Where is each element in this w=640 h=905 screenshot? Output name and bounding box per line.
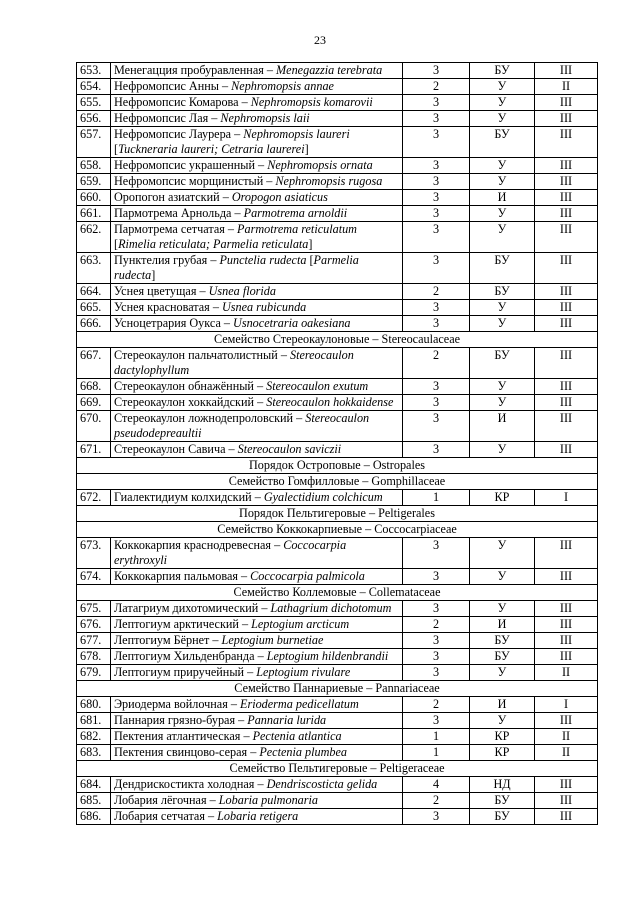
table-row [77,253,598,284]
priority-level: II [535,79,598,95]
category-number: 3 [403,538,470,569]
group-header-row [77,681,598,697]
latin-name: Stereocaulon exutum [266,379,369,393]
table-row [77,158,598,174]
latin-name: Stereocaulon dactylophyllum [114,348,354,377]
latin-name: Lobaria pulmonaria [218,793,318,807]
table-row [77,569,598,585]
status-code: У [470,222,535,253]
category-number: 3 [403,63,470,79]
species-name: Оропогон азиатский – Oropogon asiaticus [111,190,403,206]
russian-name: Стереокаулон Савича [114,442,226,456]
species-name: Стереокаулон обнажённый – Stereocaulon exutum [111,379,403,395]
category-number: 3 [403,316,470,332]
synonym-bracket: [ [114,142,119,156]
species-name: Нефромопсис Лаурера – Nephromopsis laureri [Tuckneraria laureri; Cetraria laurerei] [111,127,403,158]
group-header-row [77,522,598,538]
species-name: Лептогиум арктический – Leptogium arcticum [111,617,403,633]
status-code: У [470,316,535,332]
species-name: Лобария лёгочная – Lobaria pulmonaria [111,793,403,809]
status-code: БУ [470,284,535,300]
category-number: 2 [403,617,470,633]
latin-name: Stereocaulon pseudodepreaultii [114,411,370,440]
latin-name: Usnocetraria oakesiana [233,316,351,330]
synonym-bracket: [ [114,237,119,251]
status-code: У [470,713,535,729]
latin-name: Nephromopsis rugosa [275,174,383,188]
table-row [77,300,598,316]
species-name: Пармотрема сетчатая – Parmotrema reticulatum [Rimelia reticulata; Parmelia reticulata] [111,222,403,253]
russian-name: Оропогон азиатский [114,190,220,204]
group-header: Порядок Остроповые – Ostropales [77,458,598,474]
russian-name: Дендрискостикта холодная [114,777,255,791]
latin-name: Coccocarpia palmicola [250,569,365,583]
priority-level: III [535,569,598,585]
table-row [77,665,598,681]
latin-name: Leptogium burnetiae [221,633,324,647]
category-number: 4 [403,777,470,793]
table-row [77,111,598,127]
russian-name: Латагриум дихотомический [114,601,259,615]
category-number: 3 [403,442,470,458]
row-number: 678. [77,649,111,665]
row-number: 654. [77,79,111,95]
priority-level: III [535,777,598,793]
table-row [77,63,598,79]
table-row [77,348,598,379]
category-number: 3 [403,649,470,665]
status-code: БУ [470,127,535,158]
status-code: У [470,95,535,111]
row-number: 676. [77,617,111,633]
synonym-bracket: [ [309,253,314,267]
category-number: 3 [403,411,470,442]
priority-level: III [535,617,598,633]
category-number: 3 [403,665,470,681]
priority-level: III [535,395,598,411]
category-number: 3 [403,174,470,190]
table-row [77,79,598,95]
status-code: КР [470,490,535,506]
row-number: 667. [77,348,111,379]
row-number: 664. [77,284,111,300]
priority-level: III [535,190,598,206]
russian-name: Нефромопсис Комарова [114,95,239,109]
category-number: 3 [403,809,470,825]
priority-level: III [535,95,598,111]
latin-name: Pectenia plumbea [259,745,347,759]
latin-name: Pannaria lurida [247,713,327,727]
status-code: У [470,79,535,95]
latin-name: Stereocaulon saviczii [237,442,342,456]
russian-name: Паннария грязно-бурая [114,713,236,727]
species-name: Паннария грязно-бурая – Pannaria lurida [111,713,403,729]
latin-name: Parmotrema reticulatum [237,222,357,236]
species-name: Лептогиум Бёрнет – Leptogium burnetiae [111,633,403,649]
latin-name: Nephromopsis annae [231,79,334,93]
table-row [77,395,598,411]
priority-level: III [535,111,598,127]
row-number: 659. [77,174,111,190]
table-row [77,601,598,617]
species-name: Эриодерма войлочная – Erioderma pedicellatum [111,697,403,713]
status-code: У [470,665,535,681]
latin-name: Leptogium rivulare [256,665,351,679]
priority-level: III [535,442,598,458]
category-number: 2 [403,697,470,713]
russian-name: Усноцетрария Оукса [114,316,221,330]
russian-name: Пармотрема Арнольда [114,206,232,220]
russian-name: Нефромопсис Лаурера [114,127,232,141]
status-code: БУ [470,793,535,809]
priority-level: III [535,300,598,316]
table-row [77,442,598,458]
table-row [77,809,598,825]
species-name: Нефромопсис Комарова – Nephromopsis komarovii [111,95,403,111]
latin-name: Gyalectidium colchicum [263,490,383,504]
table-row [77,538,598,569]
russian-name: Нефромопсис Лая [114,111,209,125]
status-code: КР [470,745,535,761]
table-row [77,713,598,729]
status-code: У [470,300,535,316]
row-number: 666. [77,316,111,332]
status-code: БУ [470,348,535,379]
latin-name: Erioderma pedicellatum [240,697,359,711]
category-number: 3 [403,222,470,253]
group-header-row [77,458,598,474]
species-name: Нефромопсис Анны – Nephromopsis annae [111,79,403,95]
priority-level: III [535,63,598,79]
species-name: Нефромопсис Лая – Nephromopsis laii [111,111,403,127]
table-row [77,284,598,300]
table-row [77,95,598,111]
row-number: 657. [77,127,111,158]
russian-name: Нефромопсис Анны [114,79,219,93]
status-code: У [470,442,535,458]
russian-name: Пектения атлантическая [114,729,241,743]
priority-level: III [535,538,598,569]
row-number: 674. [77,569,111,585]
table-row [77,127,598,158]
category-number: 3 [403,379,470,395]
row-number: 677. [77,633,111,649]
category-number: 3 [403,395,470,411]
latin-name: Usnea florida [208,284,276,298]
status-code: БУ [470,253,535,284]
status-code: КР [470,729,535,745]
priority-level: III [535,127,598,158]
table-row [77,793,598,809]
group-header-row [77,585,598,601]
category-number: 1 [403,745,470,761]
group-header-row [77,506,598,522]
priority-level: I [535,490,598,506]
species-name: Гиалектидиум колхидский – Gyalectidium colchicum [111,490,403,506]
latin-name: Leptogium hildenbrandii [266,649,389,663]
row-number: 669. [77,395,111,411]
latin-name: Leptogium arcticum [251,617,350,631]
latin-name: Usnea rubicunda [221,300,307,314]
table-row [77,745,598,761]
category-number: 2 [403,348,470,379]
row-number: 665. [77,300,111,316]
category-number: 2 [403,793,470,809]
category-number: 2 [403,79,470,95]
priority-level: II [535,745,598,761]
category-number: 3 [403,253,470,284]
russian-name: Эриодерма войлочная [114,697,228,711]
category-number: 1 [403,729,470,745]
table-row [77,729,598,745]
latin-name: Stereocaulon hokkaidense [266,395,394,409]
species-name: Пектения свинцово-серая – Pectenia plumbea [111,745,403,761]
category-number: 3 [403,95,470,111]
status-code: И [470,697,535,713]
row-number: 653. [77,63,111,79]
row-number: 684. [77,777,111,793]
latin-name: Nephromopsis ornata [267,158,373,172]
row-number: 655. [77,95,111,111]
priority-level: III [535,348,598,379]
latin-name: Oropogon asiaticus [231,190,328,204]
category-number: 3 [403,127,470,158]
priority-level: III [535,206,598,222]
russian-name: Стереокаулон ложнодепроловский [114,411,294,425]
latin-name: Nephromopsis laureri [243,127,350,141]
status-code: У [470,111,535,127]
species-name: Уснея цветущая – Usnea florida [111,284,403,300]
status-code: У [470,569,535,585]
table-row [77,633,598,649]
status-code: У [470,395,535,411]
priority-level: III [535,809,598,825]
species-name: Нефромопсис украшенный – Nephromopsis ornata [111,158,403,174]
row-number: 660. [77,190,111,206]
group-header: Семейство Стереокаулоновые – Stereocaulaceae [77,332,598,348]
status-code: И [470,617,535,633]
status-code: НД [470,777,535,793]
category-number: 3 [403,111,470,127]
status-code: У [470,601,535,617]
latin-name: Lobaria retigera [217,809,299,823]
row-number: 661. [77,206,111,222]
russian-name: Лептогиум Бёрнет [114,633,210,647]
table-row [77,777,598,793]
latin-name: Nephromopsis laii [220,111,310,125]
status-code: БУ [470,649,535,665]
status-code: У [470,174,535,190]
row-number: 673. [77,538,111,569]
russian-name: Коккокарпия пальмовая [114,569,238,583]
species-name: Усноцетрария Оукса – Usnocetraria oakesiana [111,316,403,332]
species-name: Лобария сетчатая – Lobaria retigera [111,809,403,825]
table-row [77,316,598,332]
priority-level: III [535,174,598,190]
priority-level: III [535,379,598,395]
group-header: Семейство Коккокарпиевые – Coccocarpiaceae [77,522,598,538]
latin-name: Menegazzia terebrata [276,63,383,77]
russian-name: Пунктелия грубая [114,253,208,267]
russian-name: Уснея цветущая [114,284,197,298]
priority-level: III [535,158,598,174]
latin-name: Parmotrema arnoldii [243,206,348,220]
status-code: У [470,158,535,174]
status-code: И [470,190,535,206]
latin-name: Coccocarpia erythroxyli [114,538,347,567]
category-number: 3 [403,601,470,617]
category-number: 3 [403,158,470,174]
priority-level: III [535,411,598,442]
synonym-latin: Tuckneraria laureri; Cetraria laurerei [118,142,305,156]
category-number: 3 [403,206,470,222]
synonym-latin: Rimelia reticulata; Parmelia reticulata [118,237,309,251]
russian-name: Коккокарпия краснодревесная [114,538,272,552]
species-table [76,62,598,825]
russian-name: Лобария лёгочная [114,793,207,807]
table-row [77,490,598,506]
row-number: 679. [77,665,111,681]
species-name: Стереокаулон пальчатолистный – Stereocaulon dactylophyllum [111,348,403,379]
group-header: Семейство Пельтигеровые – Peltigeraceae [77,761,598,777]
table-row [77,411,598,442]
species-name: Стереокаулон Савича – Stereocaulon saviczii [111,442,403,458]
row-number: 681. [77,713,111,729]
species-name: Коккокарпия пальмовая – Coccocarpia palmicola [111,569,403,585]
status-code: И [470,411,535,442]
row-number: 668. [77,379,111,395]
latin-name: Punctelia rudecta [219,253,307,267]
russian-name: Стереокаулон пальчатолистный [114,348,278,362]
russian-name: Пектения свинцово-серая [114,745,248,759]
row-number: 683. [77,745,111,761]
row-number: 675. [77,601,111,617]
priority-level: III [535,316,598,332]
priority-level: III [535,253,598,284]
species-name: Менегацция пробуравленная – Menegazzia terebrata [111,63,403,79]
table-row [77,222,598,253]
row-number: 680. [77,697,111,713]
status-code: БУ [470,809,535,825]
group-header: Семейство Коллемовые – Collemataceae [77,585,598,601]
row-number: 682. [77,729,111,745]
priority-level: II [535,665,598,681]
group-header-row [77,761,598,777]
russian-name: Менегацция пробуравленная [114,63,264,77]
russian-name: Нефромопсис украшенный [114,158,255,172]
latin-name: Pectenia atlantica [252,729,342,743]
row-number: 671. [77,442,111,458]
species-name: Лептогиум приручейный – Leptogium rivulare [111,665,403,681]
priority-level: III [535,633,598,649]
russian-name: Стереокаулон обнажённый [114,379,254,393]
russian-name: Нефромопсис морщинистый [114,174,264,188]
latin-name: Lathagrium dichotomum [270,601,392,615]
russian-name: Лобария сетчатая [114,809,205,823]
category-number: 3 [403,713,470,729]
table-row [77,649,598,665]
priority-level: III [535,649,598,665]
category-number: 3 [403,633,470,649]
russian-name: Лептогиум Хильденбранда [114,649,255,663]
priority-level: III [535,793,598,809]
group-header: Порядок Пельтигеровые – Peltigerales [77,506,598,522]
species-name: Стереокаулон ложнодепроловский – Stereocaulon pseudodepreaultii [111,411,403,442]
category-number: 1 [403,490,470,506]
row-number: 658. [77,158,111,174]
row-number: 685. [77,793,111,809]
table-row [77,379,598,395]
species-name: Нефромопсис морщинистый – Nephromopsis rugosa [111,174,403,190]
table-row [77,206,598,222]
species-name: Пектения атлантическая – Pectenia atlantica [111,729,403,745]
species-name: Латагриум дихотомический – Lathagrium dichotomum [111,601,403,617]
table-row [77,190,598,206]
row-number: 663. [77,253,111,284]
page-number: 23 [314,33,326,47]
russian-name: Уснея красноватая [114,300,210,314]
russian-name: Гиалектидиум колхидский [114,490,252,504]
status-code: У [470,206,535,222]
species-name: Коккокарпия краснодревесная – Coccocarpia erythroxyli [111,538,403,569]
group-header-row [77,332,598,348]
priority-level: III [535,222,598,253]
row-number: 670. [77,411,111,442]
russian-name: Пармотрема сетчатая [114,222,225,236]
row-number: 656. [77,111,111,127]
synonym-latin: Parmelia rudecta [114,253,359,282]
russian-name: Лептогиум приручейный [114,665,245,679]
row-number: 686. [77,809,111,825]
priority-level: II [535,729,598,745]
table-row [77,697,598,713]
species-name: Пунктелия грубая – Punctelia rudecta [Parmelia rudecta] [111,253,403,284]
species-name: Пармотрема Арнольда – Parmotrema arnoldii [111,206,403,222]
table-row [77,174,598,190]
group-header: Семейство Паннариевые – Pannariaceae [77,681,598,697]
priority-level: I [535,697,598,713]
status-code: БУ [470,63,535,79]
category-number: 3 [403,569,470,585]
russian-name: Стереокаулон хоккайдский [114,395,255,409]
status-code: У [470,379,535,395]
species-table-body [77,63,598,825]
category-number: 2 [403,284,470,300]
status-code: БУ [470,633,535,649]
species-name: Уснея красноватая – Usnea rubicunda [111,300,403,316]
row-number: 672. [77,490,111,506]
species-name: Лептогиум Хильденбранда – Leptogium hildenbrandii [111,649,403,665]
latin-name: Dendriscosticta gelida [266,777,378,791]
species-name: Стереокаулон хоккайдский – Stereocaulon hokkaidense [111,395,403,411]
priority-level: III [535,713,598,729]
russian-name: Лептогиум арктический [114,617,239,631]
group-header: Семейство Гомфилловые – Gomphillaceae [77,474,598,490]
species-name: Дендрискостикта холодная – Dendriscosticta gelida [111,777,403,793]
priority-level: III [535,284,598,300]
latin-name: Nephromopsis komarovii [250,95,373,109]
category-number: 3 [403,190,470,206]
priority-level: III [535,601,598,617]
status-code: У [470,538,535,569]
table-row [77,617,598,633]
category-number: 3 [403,300,470,316]
row-number: 662. [77,222,111,253]
group-header-row [77,474,598,490]
